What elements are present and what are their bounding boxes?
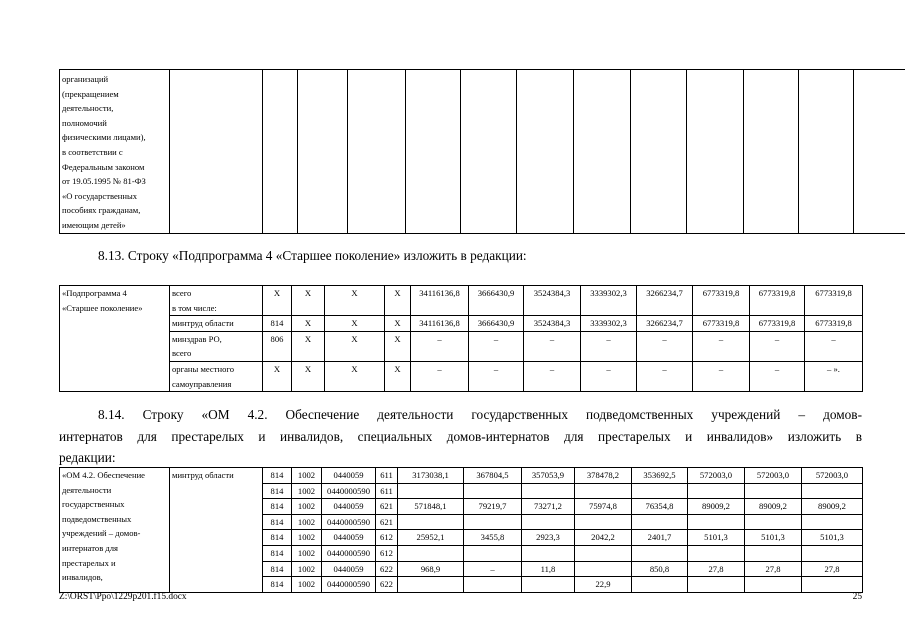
table-cell (298, 70, 348, 234)
table-cell (574, 70, 631, 234)
table-cell: 814 (263, 468, 292, 484)
table-cell: 814 (263, 514, 292, 530)
table-cell: 22,9 (575, 577, 632, 593)
cell-text-line: (прекращением (62, 88, 119, 99)
table-cell (522, 545, 575, 561)
table-cell: 572003,0 (688, 468, 745, 484)
cell-text-line: Федеральным законом (62, 161, 145, 172)
table-cell: X (325, 331, 385, 361)
footer-page-number: 25 (852, 592, 862, 602)
executor-line: всего (172, 288, 192, 298)
table-cell (522, 514, 575, 530)
table-cell: X (292, 286, 325, 316)
table-cell: X (292, 316, 325, 332)
table-cell: – (637, 361, 693, 391)
table-cell: 571848,1 (398, 499, 464, 515)
table-cell: – (411, 331, 469, 361)
table-cell: 3339302,3 (581, 286, 637, 316)
table-cell (632, 483, 688, 499)
table-cell: 2042,2 (575, 530, 632, 546)
table-cell: 1002 (292, 483, 322, 499)
table-cell: 5101,3 (688, 530, 745, 546)
table-cell: 0440059 (322, 530, 376, 546)
table-cell: 34116136,8 (411, 286, 469, 316)
cell-text-line: деятельности, (62, 103, 114, 114)
table-cell: 89009,2 (802, 499, 863, 515)
table-cell (745, 483, 802, 499)
table-cell (802, 545, 863, 561)
table-cell: – (693, 331, 750, 361)
table-cell (688, 545, 745, 561)
table-cell (745, 514, 802, 530)
table-cell: X (325, 316, 385, 332)
table-cell: 612 (376, 530, 398, 546)
measure-name-line: учреждений – домов- (62, 528, 141, 539)
table-cell: X (385, 286, 411, 316)
measure-name-line: престарелых и (62, 557, 116, 568)
first-cell (60, 70, 170, 234)
table-cell: 0440059 (322, 499, 376, 515)
table-cell: – (805, 331, 863, 361)
measure-name-line: государственных (62, 499, 125, 510)
cell-text-line: пособиях гражданам, (62, 205, 141, 216)
table-cell (802, 483, 863, 499)
table-cell (522, 483, 575, 499)
measure-name-cell (60, 468, 170, 593)
measure-name-line: инвалидов, (62, 572, 103, 583)
table-cell (802, 514, 863, 530)
table-cell (745, 545, 802, 561)
cell-text-line: от 19.05.1995 № 81-ФЗ (62, 176, 146, 187)
table-cell: 0440000590 (322, 514, 376, 530)
table-cell: 622 (376, 577, 398, 593)
table-cell: 75974,8 (575, 499, 632, 515)
table-row (60, 286, 863, 316)
first-cell-lines (62, 72, 167, 233)
executor-cell (170, 331, 263, 361)
table-cell: 3339302,3 (581, 316, 637, 332)
table-cell (632, 545, 688, 561)
table-cell: 850,8 (632, 561, 688, 577)
table-cell: 621 (376, 514, 398, 530)
table-cell: – (524, 361, 581, 391)
table-cell: 3266234,7 (637, 286, 693, 316)
table-cell: 1002 (292, 545, 322, 561)
table-cell: – (750, 331, 805, 361)
table-cell: 6773319,8 (693, 316, 750, 332)
table-cell: – (469, 361, 524, 391)
table-cell: X (292, 331, 325, 361)
table-cell: 11,8 (522, 561, 575, 577)
table-cell: 27,8 (688, 561, 745, 577)
executor-line: минтруд области (172, 318, 234, 329)
table-cell: 814 (263, 545, 292, 561)
table-cell: 814 (263, 316, 292, 332)
table-cell: – (411, 361, 469, 391)
table-cell: 1002 (292, 514, 322, 530)
program-name-line: «Старшее поколение» (62, 302, 143, 313)
table-cell: 5101,3 (802, 530, 863, 546)
table-cell: 1002 (292, 499, 322, 515)
table-cell: 89009,2 (745, 499, 802, 515)
table-cell: 357053,9 (522, 468, 575, 484)
table-cell: 622 (376, 561, 398, 577)
table-cell: 968,9 (398, 561, 464, 577)
paragraph-8-14-line1: 8.14. Строку «ОМ 4.2. Обеспечение деятельности государственных подведомственных учреждений – домов- (98, 407, 862, 422)
table-cell (170, 70, 263, 234)
executor-line: всего (172, 348, 192, 359)
table-cell: 3455,8 (464, 530, 522, 546)
table-cell: – (750, 361, 805, 391)
table-cell: 378478,2 (575, 468, 632, 484)
table-cell: X (292, 361, 325, 391)
table-cell: 2923,3 (522, 530, 575, 546)
table-row (60, 361, 863, 391)
table-cell: 1002 (292, 530, 322, 546)
table-cell (744, 70, 799, 234)
table-cell (632, 514, 688, 530)
table-cell: X (325, 361, 385, 391)
table-cell (398, 577, 464, 593)
table-cell: – (464, 561, 522, 577)
table-cell: 0440000590 (322, 483, 376, 499)
table-cell (263, 70, 298, 234)
table-cell (688, 577, 745, 593)
table-cell (575, 483, 632, 499)
table-cell (688, 514, 745, 530)
table-cell: – (581, 331, 637, 361)
table-cell: 3266234,7 (637, 316, 693, 332)
table-cell: 612 (376, 545, 398, 561)
table-row (60, 316, 863, 332)
measure-name-line: интернатов для (62, 542, 119, 553)
table-cell (461, 70, 517, 234)
table-cell: 73271,2 (522, 499, 575, 515)
paragraph-8-14-line2: интернатов для престарелых и инвалидов, специальных домов-интернатов для престарелых и инвалидов» изложить в (59, 429, 862, 444)
table-cell: 814 (263, 561, 292, 577)
table-cell (398, 545, 464, 561)
table-cell (632, 577, 688, 593)
table-cell: X (385, 316, 411, 332)
table-cell: 0440000590 (322, 545, 376, 561)
cell-text-line: физическими лицами), (62, 132, 146, 143)
table-cell: 0440059 (322, 561, 376, 577)
table-cell: X (385, 331, 411, 361)
table-cell: 0440000590 (322, 577, 376, 593)
table-cell: 1002 (292, 577, 322, 593)
table-cell: 814 (263, 577, 292, 593)
table-cell: 2401,7 (632, 530, 688, 546)
table-cell (406, 70, 461, 234)
table-cell: 3173038,1 (398, 468, 464, 484)
table-cell (854, 70, 905, 234)
table-cell: – (581, 361, 637, 391)
table-cell: 27,8 (745, 561, 802, 577)
table-cell: – (637, 331, 693, 361)
cell-text-line: имеющим детей» (62, 219, 126, 230)
table-cell: X (263, 286, 292, 316)
table-cell: 27,8 (802, 561, 863, 577)
table-om-4-2 (59, 467, 863, 593)
paragraph-8-14-line3: редакции: (59, 450, 116, 465)
table-cell: 814 (263, 499, 292, 515)
executor-line: самоуправления (172, 378, 232, 389)
table-cell (688, 483, 745, 499)
executor-line: органы местного (172, 363, 234, 374)
table-cell: – (524, 331, 581, 361)
footer-file-path: Z:\ORST\Ppo\1229p201.f15.docx (59, 592, 187, 602)
table-cell: 572003,0 (745, 468, 802, 484)
table-cell: 76354,8 (632, 499, 688, 515)
table-cell (464, 545, 522, 561)
table-cell (517, 70, 574, 234)
table-cell: – (693, 361, 750, 391)
table-cell: 814 (263, 530, 292, 546)
table-cell (631, 70, 687, 234)
table-cell: 25952,1 (398, 530, 464, 546)
table-cell: 6773319,8 (805, 286, 863, 316)
table-cell (802, 577, 863, 593)
measure-name-line: деятельности (62, 484, 112, 495)
table-cell: 3666430,9 (469, 316, 524, 332)
program-name-cell (60, 286, 170, 392)
table-cell (348, 70, 406, 234)
table-cell: 572003,0 (802, 468, 863, 484)
table-cell: 367804,5 (464, 468, 522, 484)
table-cell: 89009,2 (688, 499, 745, 515)
table-fragment-top (59, 69, 905, 234)
table-cell: – ». (805, 361, 863, 391)
table-cell: 806 (263, 331, 292, 361)
table-cell: 621 (376, 499, 398, 515)
table-cell (687, 70, 744, 234)
program-name-line: «Подпрограмма 4 (62, 288, 127, 298)
table-cell (398, 483, 464, 499)
cell-text-line: в соответствии с (62, 146, 123, 157)
table-cell: 1002 (292, 468, 322, 484)
table-cell: 3666430,9 (469, 286, 524, 316)
table-cell: 611 (376, 468, 398, 484)
table-cell (464, 483, 522, 499)
executor-line: минздрав РО, (172, 333, 222, 344)
table-cell: 611 (376, 483, 398, 499)
table-cell (575, 514, 632, 530)
executor-cell (170, 361, 263, 391)
cell-text-line: организаций (62, 74, 109, 84)
executor-cell (170, 286, 263, 316)
table-cell: 3524384,3 (524, 316, 581, 332)
table-cell: 34116136,8 (411, 316, 469, 332)
table-cell: X (263, 361, 292, 391)
table-cell: 79219,7 (464, 499, 522, 515)
table-cell (575, 545, 632, 561)
table-cell (464, 514, 522, 530)
table-cell: – (469, 331, 524, 361)
measure-name-line: «ОМ 4.2. Обеспечение (62, 470, 145, 480)
table-cell: 6773319,8 (693, 286, 750, 316)
table-cell: 3524384,3 (524, 286, 581, 316)
table-cell (522, 577, 575, 593)
table-cell: 814 (263, 483, 292, 499)
table-cell: X (385, 361, 411, 391)
table-cell: 6773319,8 (750, 316, 805, 332)
table-row (60, 468, 863, 484)
table-cell (745, 577, 802, 593)
executor-cell: минтруд области (170, 468, 263, 593)
paragraph-8-13: 8.13. Строку «Подпрограмма 4 «Старшее поколение» изложить в редакции: (98, 248, 527, 263)
table-cell (464, 577, 522, 593)
measure-name-line: подведомственных (62, 513, 132, 524)
table-cell (799, 70, 854, 234)
table-cell (575, 561, 632, 577)
executor-line: в том числе: (172, 302, 217, 313)
table-cell: 6773319,8 (750, 286, 805, 316)
table-cell: 353692,5 (632, 468, 688, 484)
table-cell: 1002 (292, 561, 322, 577)
table-cell: 0440059 (322, 468, 376, 484)
executor-cell (170, 316, 263, 332)
table-cell: 5101,3 (745, 530, 802, 546)
cell-text-line: «О государственных (62, 190, 138, 201)
table-row (60, 331, 863, 361)
table-cell: 6773319,8 (805, 316, 863, 332)
table-cell (398, 514, 464, 530)
table-subprogram-4 (59, 285, 863, 392)
table-cell: X (325, 286, 385, 316)
cell-text-line: полномочий (62, 117, 107, 128)
